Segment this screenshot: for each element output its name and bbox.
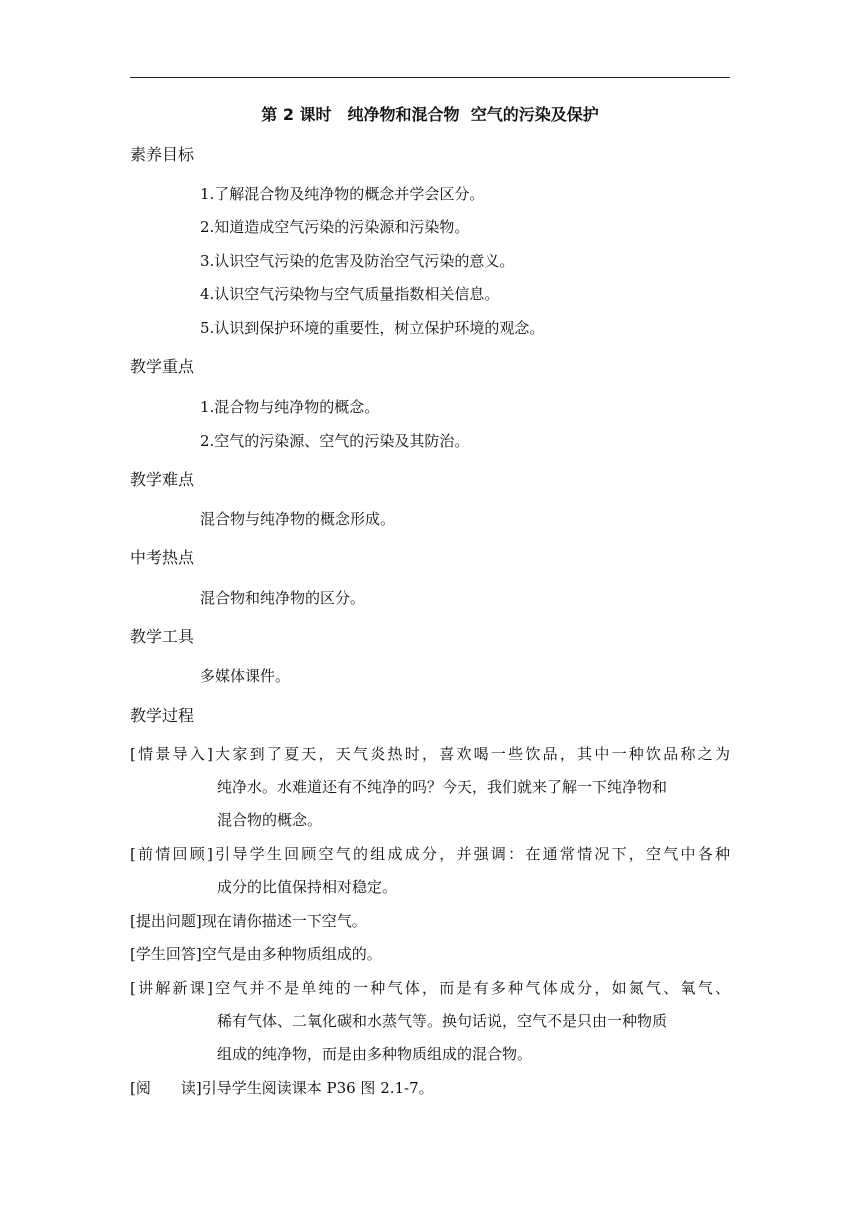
- paragraph-first-line: [讲解新课]空气并不是单纯的一种气体，而是有多种气体成分，如氮气、氧气、: [130, 979, 730, 997]
- paragraph-continuation: 组成的纯净物，而是由多种物质组成的混合物。: [217, 1045, 533, 1063]
- process-paragraph-question: [130, 905, 730, 938]
- heading-goals: 素养目标: [130, 145, 195, 164]
- goal-item-3: 3.认识空气污染的危害及防治空气污染的意义。: [200, 252, 515, 270]
- heading-key-points: 教学重点: [130, 357, 195, 376]
- heading-exam-hotspots: 中考热点: [130, 548, 195, 567]
- key-point-1: 1.混合物与纯净物的概念。: [200, 398, 380, 416]
- paragraph-first-line: [阅 读]引导学生阅读课本 P36 图 2.1-7。: [130, 1079, 434, 1097]
- paragraph-continuation: 纯净水。水难道还有不纯净的吗？今天，我们就来了解一下纯净物和: [217, 778, 668, 796]
- heading-process: 教学过程: [130, 706, 195, 725]
- key-point-2: 2.空气的污染源、空气的污染及其防治。: [200, 432, 470, 450]
- header-rule: [130, 77, 730, 78]
- paragraph-first-line: [学生回答]空气是由多种物质组成的。: [130, 945, 382, 963]
- paragraph-first-line: [提出问题]现在请你描述一下空气。: [130, 912, 367, 930]
- process-paragraph-lecture: [130, 972, 730, 1071]
- paragraph-continuation: 成分的比值保持相对稳定。: [217, 878, 398, 896]
- paragraph-first-line: [情景导入]大家到了夏天，天气炎热时，喜欢喝一些饮品，其中一种饮品称之为: [130, 745, 730, 763]
- tools-item: 多媒体课件。: [200, 667, 291, 685]
- heading-tools: 教学工具: [130, 627, 195, 646]
- process-paragraph-reading: [130, 1072, 730, 1105]
- process-paragraph-answer: [130, 938, 730, 971]
- heading-difficulties: 教学难点: [130, 470, 195, 489]
- paragraph-continuation: 混合物的概念。: [217, 811, 323, 829]
- process-paragraph-intro: [130, 738, 730, 837]
- lesson-title: 第 2 课时 纯净物和混合物 空气的污染及保护: [261, 105, 599, 124]
- difficulty-item: 混合物与纯净物的概念形成。: [200, 510, 396, 528]
- goal-item-4: 4.认识空气污染物与空气质量指数相关信息。: [200, 285, 500, 303]
- goal-item-1: 1.了解混合物及纯净物的概念并学会区分。: [200, 185, 485, 203]
- paragraph-continuation: 稀有气体、二氧化碳和水蒸气等。换句话说，空气不是只由一种物质: [217, 1012, 668, 1030]
- process-paragraph-review: [130, 838, 730, 904]
- paragraph-first-line: [前情回顾]引导学生回顾空气的组成成分，并强调：在通常情况下，空气中各种: [130, 845, 730, 863]
- exam-hotspot-item: 混合物和纯净物的区分。: [200, 589, 366, 607]
- goal-item-2: 2.知道造成空气污染的污染源和污染物。: [200, 218, 470, 236]
- goal-item-5: 5.认识到保护环境的重要性，树立保护环境的观念。: [200, 319, 545, 337]
